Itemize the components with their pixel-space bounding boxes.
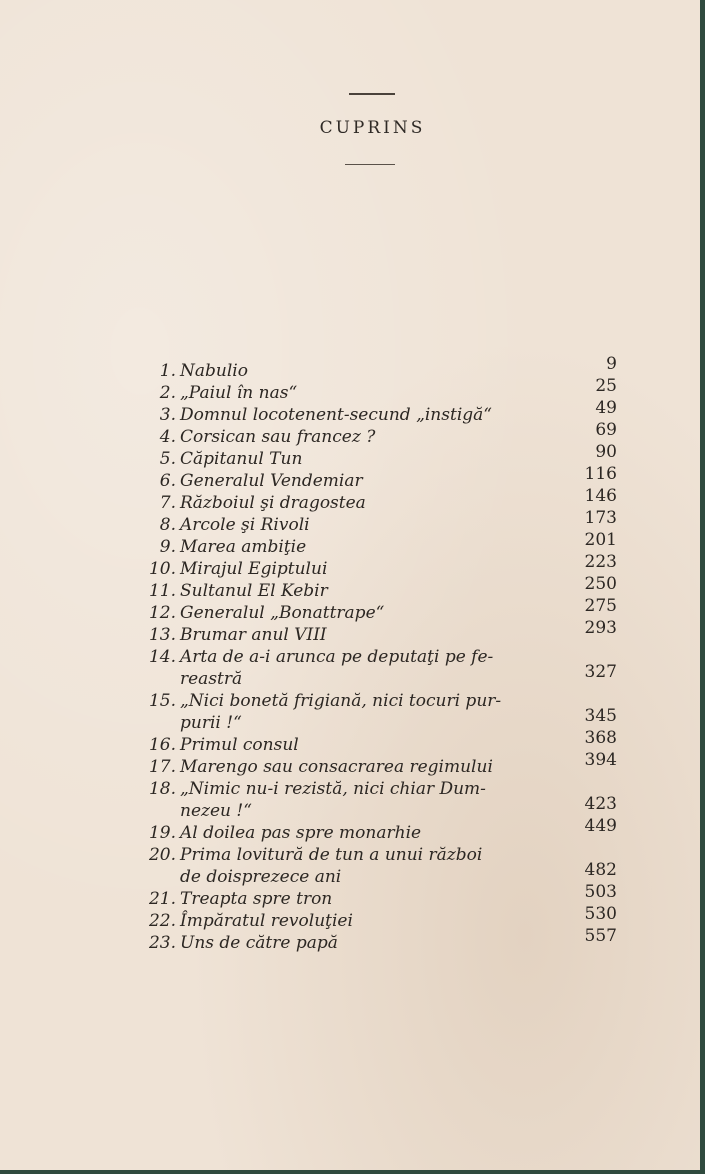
toc-entry-number: 11. bbox=[148, 581, 176, 601]
toc-entry-title: Arta de a-i arunca pe deputaţi pe fe- bbox=[180, 647, 494, 667]
toc-entry-number: 19. bbox=[148, 823, 176, 843]
toc-entry-title: Generalul „Bonattrape“ bbox=[180, 603, 385, 623]
toc-entry-title: Războiul şi dragostea bbox=[180, 493, 366, 513]
toc-entry-number: 22. bbox=[148, 911, 176, 931]
toc-entry-number: 12. bbox=[148, 603, 176, 623]
toc-entry-page: 223 bbox=[584, 552, 617, 572]
toc-entry-title: Brumar anul VIII bbox=[180, 625, 327, 645]
toc-entry-title: purii !“ bbox=[180, 713, 242, 733]
toc-entry-title: Prima lovitură de tun a unui război bbox=[180, 845, 483, 865]
toc-entry-title: Corsican sau francez ? bbox=[180, 427, 376, 447]
toc-entry-title: Împăratul revoluţiei bbox=[180, 911, 353, 931]
toc-entry-number: 9. bbox=[159, 537, 176, 557]
toc-entry-number: 4. bbox=[159, 427, 176, 447]
toc-entry-title: Nabulio bbox=[180, 361, 248, 381]
toc-entry-title: Marengo sau consacrarea regimului bbox=[180, 757, 493, 777]
toc-entry-title: Domnul locotenent-secund „instigă“ bbox=[180, 405, 492, 425]
toc-entry-page: 201 bbox=[584, 530, 617, 550]
toc-entry-title: „Paiul în nas“ bbox=[180, 383, 298, 403]
toc-entry-title: „Nici bonetă frigiană, nici tocuri pur- bbox=[180, 691, 502, 711]
toc-entry-page: 173 bbox=[584, 508, 617, 528]
toc-entry-number: 1. bbox=[159, 361, 176, 381]
toc-entry-number: 18. bbox=[148, 779, 176, 799]
toc-entry-title: Căpitanul Tun bbox=[180, 449, 303, 469]
toc-entry-title: „Nimic nu-i rezistă, nici chiar Dum- bbox=[180, 779, 486, 799]
toc-entry-title: Generalul Vendemiar bbox=[180, 471, 363, 491]
toc-entry-number: 2. bbox=[159, 383, 176, 403]
toc-entry-title: Marea ambiţie bbox=[180, 537, 307, 557]
page-title: CUPRINS bbox=[319, 118, 426, 138]
toc-entry-page: 146 bbox=[584, 486, 617, 506]
toc-entry-page: 449 bbox=[584, 816, 617, 836]
toc-entry-number: 3. bbox=[159, 405, 176, 425]
toc-entry-title: Sultanul El Kebir bbox=[180, 581, 328, 601]
toc-entry-page: 327 bbox=[584, 662, 617, 682]
toc-entry-number: 14. bbox=[148, 647, 176, 667]
toc-entry-page: 293 bbox=[584, 618, 617, 638]
toc-entry-title: reastră bbox=[180, 669, 243, 689]
toc-entry-title: Uns de către papă bbox=[180, 933, 338, 953]
toc-entry-number: 10. bbox=[148, 559, 176, 579]
toc-entry-page: 9 bbox=[606, 354, 617, 374]
toc-entry-number: 21. bbox=[148, 889, 176, 909]
toc-entry-page: 530 bbox=[584, 904, 617, 924]
toc-entry-page: 394 bbox=[584, 750, 617, 770]
toc-entry-page: 557 bbox=[584, 926, 617, 946]
toc-entry-title: de doisprezece ani bbox=[180, 867, 342, 887]
toc-entry-number: 16. bbox=[148, 735, 176, 755]
toc-entry-title: Primul consul bbox=[180, 735, 299, 755]
toc-entry-title: Treapta spre tron bbox=[180, 889, 333, 909]
toc-entry-page: 423 bbox=[584, 794, 617, 814]
toc-entry-title: Mirajul Egiptului bbox=[180, 559, 328, 579]
toc-entry-number: 17. bbox=[148, 757, 176, 777]
toc-entry-title: nezeu !“ bbox=[180, 801, 252, 821]
toc-entry-number: 23. bbox=[148, 933, 176, 953]
toc-entry-page: 90 bbox=[595, 442, 617, 462]
toc-entry-number: 20. bbox=[148, 845, 176, 865]
toc-entry-number: 15. bbox=[148, 691, 176, 711]
toc-entry-number: 5. bbox=[159, 449, 176, 469]
toc-entry-page: 250 bbox=[584, 574, 617, 594]
toc-entry-page: 69 bbox=[595, 420, 617, 440]
toc-entry-number: 13. bbox=[148, 625, 176, 645]
toc-entry-number: 8. bbox=[159, 515, 176, 535]
toc-entry-number: 7. bbox=[159, 493, 176, 513]
toc-entry-page: 275 bbox=[584, 596, 617, 616]
toc-entry-page: 116 bbox=[584, 464, 617, 484]
toc-entry-title: Al doilea pas spre monarhie bbox=[180, 823, 422, 843]
toc-entry-page: 25 bbox=[595, 376, 617, 396]
toc-entry-title: Arcole şi Rivoli bbox=[180, 515, 310, 535]
toc-entry-page: 503 bbox=[584, 882, 617, 902]
toc-entry-page: 345 bbox=[584, 706, 617, 726]
toc-entry-page: 482 bbox=[584, 860, 617, 880]
toc-entry-number: 6. bbox=[159, 471, 176, 491]
toc-entry-page: 368 bbox=[584, 728, 617, 748]
toc-entry-page: 49 bbox=[595, 398, 617, 418]
